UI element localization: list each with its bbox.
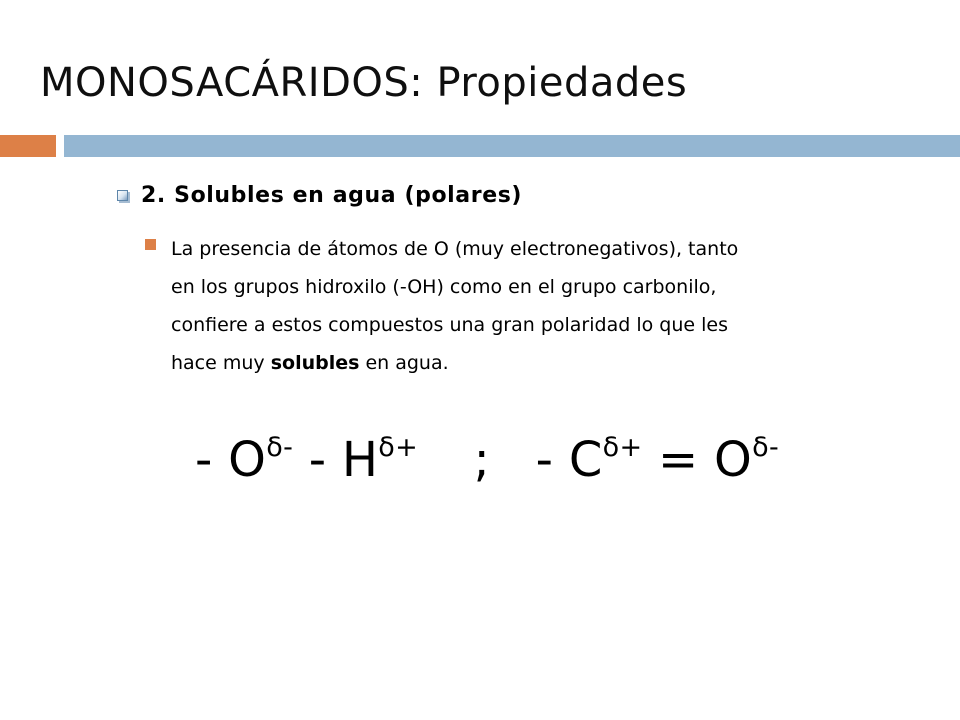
formula-charge-h: δ+ bbox=[378, 432, 419, 463]
title-accent-bar-orange bbox=[0, 135, 56, 157]
bullet-heading-text: 2. Solubles en agua (polares) bbox=[141, 183, 523, 208]
bold-solubles: solubles bbox=[270, 352, 360, 374]
paragraph-line-2: en los grupos hidroxilo (-OH) como en el grupo carbonilo, bbox=[171, 276, 717, 298]
paragraph-line-4 bbox=[171, 344, 921, 382]
formula-oxygen: - O bbox=[195, 432, 267, 488]
bullet-solubles bbox=[117, 183, 522, 208]
formula-charge-c: δ+ bbox=[602, 432, 643, 463]
formula-hydrogen: - H bbox=[308, 432, 379, 488]
checkbox-bullet-icon bbox=[117, 190, 128, 201]
square-bullet-icon bbox=[145, 239, 156, 250]
title-accent-bar-blue bbox=[64, 135, 960, 157]
formula-charge-o: δ- bbox=[266, 432, 294, 463]
formula-double-bond-oxygen: = O bbox=[657, 432, 753, 488]
paragraph-line-3: confiere a estos compuestos una gran polaridad lo que les bbox=[171, 314, 728, 336]
line4-pre: hace muy bbox=[171, 352, 271, 374]
formula-carbon: - C bbox=[535, 432, 603, 488]
explanation-paragraph bbox=[171, 230, 921, 382]
formula-charge-o2: δ- bbox=[752, 432, 779, 463]
line4-post: en agua. bbox=[359, 352, 449, 374]
formula-separator: ; bbox=[473, 432, 491, 488]
slide-title: MONOSACÁRIDOS: Propiedades bbox=[40, 60, 688, 106]
paragraph-line-1: La presencia de átomos de O (muy electronegativos), tanto bbox=[171, 238, 739, 260]
polarity-formula bbox=[195, 432, 779, 488]
